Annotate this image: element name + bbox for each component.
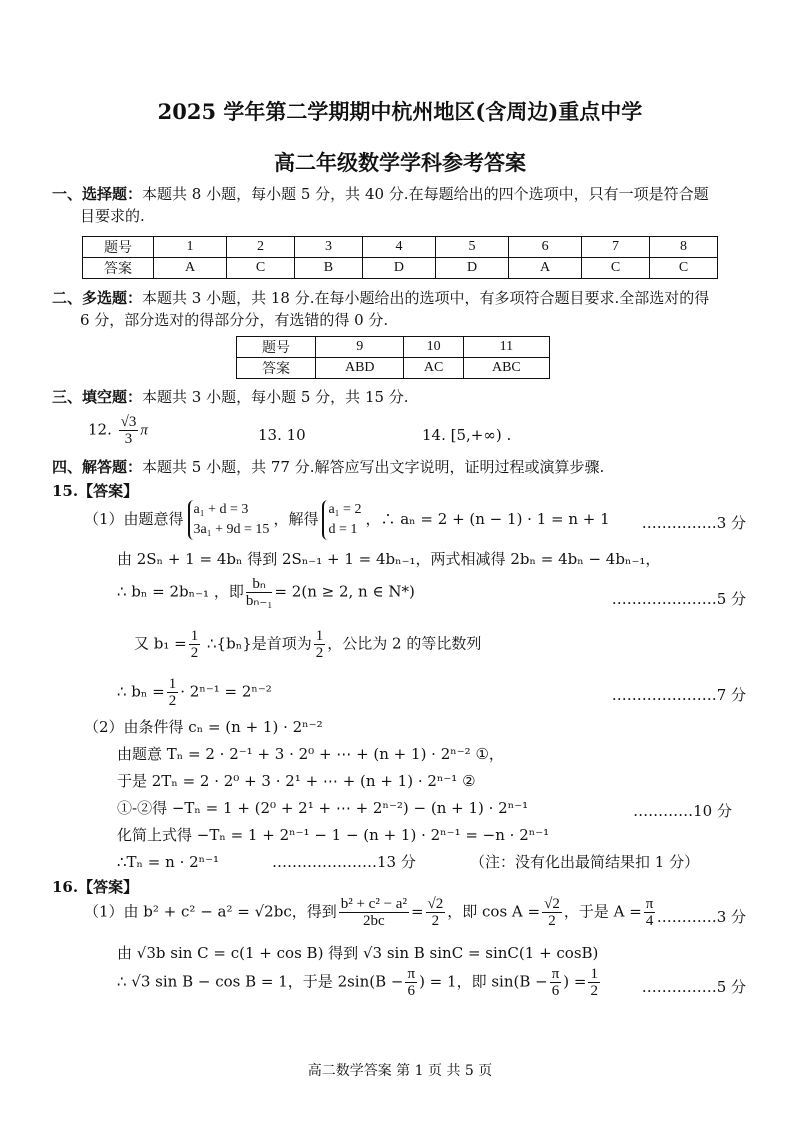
q15-sys1-eq2: 3a₁ + 9d = 15 (193, 522, 270, 537)
q15-system-2 (322, 500, 361, 540)
answer-cell: AC (404, 358, 463, 379)
q16-l3-b: ) = 1，即 sin(B − (419, 972, 548, 991)
section-2-desc-2: 6 分，部分选对的得部分分，有选错的得 0 分. (80, 311, 389, 329)
q15-label: 15.【答案】 (52, 482, 139, 500)
question-number-cell: 2 (227, 237, 295, 258)
section-1-header (52, 183, 752, 227)
row-label: 题号 (237, 337, 316, 358)
q15-b1-line (134, 628, 481, 661)
section-3-heading: 三、填空题： (52, 388, 143, 406)
q15-bn-formula (117, 676, 272, 709)
q12-fraction (119, 414, 139, 447)
answer-row (237, 358, 550, 379)
q15-p2-line5: 化简上式得 −Tₙ = 1 + 2ⁿ⁻¹ − 1 − (n + 1) · 2ⁿ⁻¹ = −n · 2ⁿ⁻¹ (117, 826, 550, 844)
question-number-cell: 7 (582, 237, 650, 258)
q15-score-5: …………………5 分 (611, 590, 746, 608)
answer-cell: C (582, 258, 650, 279)
q15-note: （注：没有化出最简结果扣 1 分） (470, 853, 700, 871)
q16-frac-3 (542, 896, 562, 929)
question-number-cell: 5 (435, 237, 508, 258)
q12-label: 12. (88, 420, 112, 439)
q15-sn-line: 由 2Sₙ + 1 = 4bₙ 得到 2Sₙ₋₁ + 1 = 4bₙ₋₁，两式相减得 2bₙ = 4bₙ − 4bₙ₋₁， (117, 550, 661, 568)
multi-answer-table (236, 336, 550, 379)
question-number-cell: 11 (463, 337, 549, 358)
q15-b1-fraction (189, 628, 201, 661)
q16-frac-3-num: √2 (544, 896, 560, 912)
q15-bn-half (167, 676, 179, 709)
answer-cell: ABD (316, 358, 404, 379)
q16-frac-6-num: π (551, 966, 560, 982)
section-2-desc: 本题共 3 小题，共 18 分.在每小题给出的选项中，有多项符合题目要求.全部选对的得 (142, 289, 710, 307)
q16-frac-7-num: 1 (590, 966, 598, 982)
q16-frac-5-den: 6 (407, 983, 416, 999)
q16-frac-6-den: 6 (551, 983, 560, 999)
question-number-cell: 1 (154, 237, 227, 258)
q15-p1-intro: （1）由题意得 (84, 510, 184, 528)
q16-line2: 由 √3b sin C = c(1 + cos B) 得到 √3 sin B sinC = sinC(1 + cosB) (117, 944, 599, 962)
answer-cell: A (154, 258, 227, 279)
q15-p2-line3: 于是 2Tₙ = 2 · 2⁰ + 3 · 2¹ + ⋯ + (n + 1) · 2ⁿ⁻¹ ② (117, 772, 476, 790)
q15-bn-line (117, 576, 415, 609)
q16-frac-3-den: 2 (548, 913, 556, 929)
q15-score-3: ……………3 分 (641, 514, 746, 532)
section-2-header (52, 287, 752, 331)
q15-b1-num: 1 (190, 628, 199, 644)
q16-l1-a: （1）由 b² + c² − a² = √2bc，得到 (84, 902, 337, 921)
question-row (237, 337, 550, 358)
choice-answer-table (82, 236, 718, 279)
q16-l1-b: ，即 cos A = (447, 902, 541, 921)
section-1-desc: 本题共 8 小题，每小题 5 分，共 40 分.在每题给出的四个选项中，只有一项是符合题 (142, 185, 709, 203)
q16-score-3: …………3 分 (656, 908, 746, 926)
q16-eq: = (410, 902, 424, 921)
answer-cell: ABC (463, 358, 549, 379)
q15-b1-den-2: 2 (315, 645, 324, 661)
q16-l1-c: ，于是 A = (563, 902, 642, 921)
answer-cell: B (294, 258, 362, 279)
q15-bn-formula-a: ∴ bₙ = (117, 682, 165, 701)
q15-part1 (84, 500, 610, 540)
q12-numerator: √3 (120, 414, 137, 430)
row-label: 答案 (83, 258, 154, 279)
q15-b1-c: ，公比为 2 的等比数列 (327, 634, 482, 653)
question-number-cell: 9 (316, 337, 404, 358)
question-number-cell: 6 (509, 237, 582, 258)
section-3-desc: 本题共 3 小题，每小题 5 分，共 15 分. (142, 388, 409, 406)
q16-frac-2 (426, 896, 446, 929)
answer-13: 13. 10 (258, 426, 306, 444)
question-number-cell: 8 (650, 237, 718, 258)
q16-frac-5 (405, 966, 417, 999)
q16-frac-4 (644, 896, 656, 929)
q16-frac-1-den: 2bc (363, 913, 385, 929)
question-row (83, 237, 718, 258)
q12-denominator: 3 (124, 431, 133, 447)
answer-cell: A (509, 258, 582, 279)
answer-cell: C (650, 258, 718, 279)
answer-14: 14. [5,+∞) . (422, 426, 512, 444)
q16-frac-1-num: b² + c² − a² (340, 896, 407, 912)
section-4-desc: 本题共 5 小题，共 77 分.解答应写出文字说明，证明过程或演算步骤. (142, 458, 605, 476)
q16-frac-2-num: √2 (427, 896, 444, 912)
q15-bn-formula-b: · 2ⁿ⁻¹ = 2ⁿ⁻² (180, 682, 272, 701)
q15-bn-half-den: 2 (168, 693, 177, 709)
q15-b1-b: ∴{bₙ}是首项为 (207, 634, 312, 653)
q16-frac-7 (588, 966, 600, 999)
q15-p2-line1: （2）由条件得 cₙ = (n + 1) · 2ⁿ⁻² (84, 718, 323, 736)
section-1-desc-2: 目要求的. (80, 207, 145, 225)
q16-label: 16.【答案】 (52, 878, 139, 896)
question-number-cell: 10 (404, 337, 463, 358)
q16-frac-7-den: 2 (590, 983, 598, 999)
q15-ratio-den: bₙ₋₁ (245, 593, 273, 609)
question-number-cell: 3 (294, 237, 362, 258)
q15-score-13: …………………13 分 (272, 853, 416, 871)
q16-frac-5-num: π (407, 966, 416, 982)
q12-pi: π (140, 422, 148, 439)
q15-ratio-num: bₙ (246, 576, 273, 593)
q16-line3 (117, 966, 602, 999)
q15-system-1 (188, 500, 270, 540)
answer-cell: D (435, 258, 508, 279)
section-3-header (52, 386, 409, 408)
q16-l3-c: ) = (563, 972, 587, 991)
answer-row (83, 258, 718, 279)
answer-12 (88, 414, 148, 447)
section-1-heading: 一、选择题： (52, 185, 143, 203)
answer-cell: D (362, 258, 435, 279)
q15-b1-num-2: 1 (315, 628, 324, 644)
q16-frac-6 (550, 966, 562, 999)
answer-cell: C (227, 258, 295, 279)
q15-sys2-eq2: d = 1 (328, 522, 358, 537)
q15-score-10: …………10 分 (633, 802, 732, 820)
q15-sys1-eq1: a₁ + d = 3 (193, 502, 249, 517)
q15-p2-line4: ①-②得 −Tₙ = 1 + (2⁰ + 2¹ + ⋯ + 2ⁿ⁻²) − (n + 1) · 2ⁿ⁻¹ (117, 799, 529, 817)
q15-an-result: ，∴ aₙ = 2 + (n − 1) · 1 = n + 1 (365, 510, 610, 528)
document-title: 2025 学年第二学期期中杭州地区(含周边)重点中学 (157, 99, 643, 124)
q15-sys2-eq1: a₁ = 2 (328, 502, 362, 517)
q16-frac-2-den: 2 (431, 913, 440, 929)
page-footer: 高二数学答案 第 1 页 共 5 页 (307, 1063, 493, 1079)
q15-bn-half-num: 1 (168, 676, 177, 692)
section-4-header (52, 456, 604, 478)
question-number-cell: 4 (362, 237, 435, 258)
q15-p2-line6: ∴Tₙ = n · 2ⁿ⁻¹ (117, 853, 220, 871)
q16-frac-4-den: 4 (645, 913, 654, 929)
row-label: 答案 (237, 358, 316, 379)
document-subtitle: 高二年级数学学科参考答案 (274, 150, 526, 175)
q15-p2-line2: 由题意 Tₙ = 2 · 2⁻¹ + 3 · 2⁰ + ⋯ + (n + 1) · 2ⁿ⁻² ①， (117, 745, 504, 763)
q15-b1-a: 又 b₁ = (134, 634, 187, 653)
q15-solve-text: ，解得 (273, 510, 319, 528)
q15-bn-a: ∴ bₙ = 2bₙ₋₁ ，即 (117, 582, 244, 601)
section-4-heading: 四、解答题： (52, 458, 143, 476)
q16-frac-4-num: π (645, 896, 654, 912)
q16-l3-a: ∴ √3 sin B − cos B = 1，于是 2sin(B − (117, 972, 404, 991)
row-label: 题号 (83, 237, 154, 258)
q15-bn-b: = 2(n ≥ 2, n ∈ N*) (274, 582, 415, 601)
q15-ratio-fraction (246, 576, 273, 609)
section-2-heading: 二、多选题： (52, 289, 143, 307)
q16-score-5: ……………5 分 (641, 978, 746, 996)
q15-score-7: …………………7 分 (611, 686, 746, 704)
q16-line1 (84, 896, 657, 929)
q16-frac-1 (339, 896, 409, 929)
q15-b1-den: 2 (190, 645, 199, 661)
q15-b1-fraction-2 (314, 628, 326, 661)
